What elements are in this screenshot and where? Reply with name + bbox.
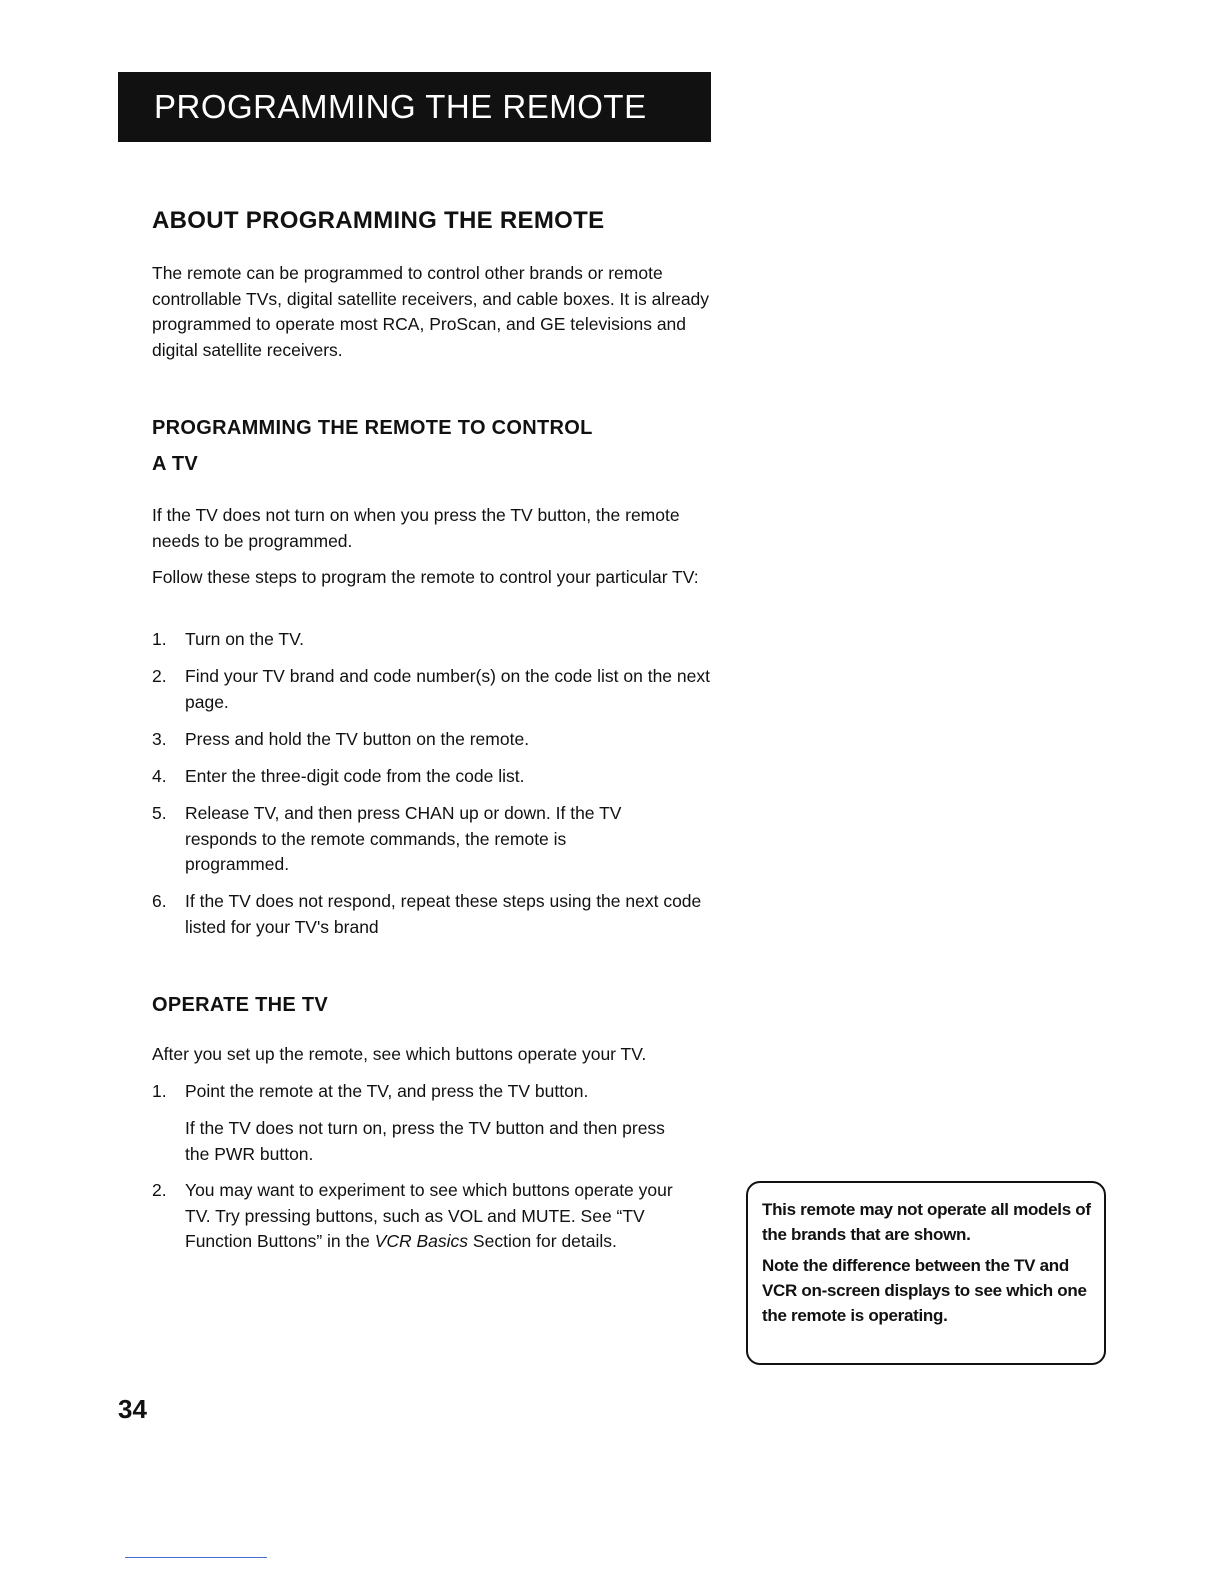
program-tv-intro1: If the TV does not turn on when you press the TV button, the remote needs to be programmed. — [152, 505, 680, 551]
step-number: 4. — [152, 766, 167, 786]
program-tv-intro2: Follow these steps to program the remote to control your particular TV: — [152, 567, 699, 587]
vcr-basics-italic: VCR Basics — [374, 1231, 469, 1252]
program-tv-heading — [152, 410, 712, 482]
about-heading: ABOUT PROGRAMMING THE REMOTE — [152, 207, 605, 234]
page-number: 34 — [118, 1394, 147, 1424]
step-text: Find your TV brand and code number(s) on the code list on the next page. — [185, 666, 710, 712]
bottom-rule — [125, 1557, 267, 1558]
step-number: 2. — [152, 666, 167, 686]
step-number: 1. — [152, 629, 167, 649]
step-number: 6. — [152, 891, 167, 911]
step-text: If the TV does not respond, repeat these steps using the next code listed for your TV's brand — [185, 891, 702, 937]
about-body: The remote can be programmed to control other brands or remote controllable TVs, digital satellite receivers, and cable boxes. It is already programmed to operate most RCA, ProScan, and GE televisions and digital satellite receivers. — [152, 263, 710, 360]
note-box — [746, 1181, 1106, 1365]
step-subtext: If the TV does not turn on, press the TV button and then press the PWR button. — [185, 1118, 665, 1164]
operate-tv-intro: After you set up the remote, see which buttons operate your TV. — [152, 1044, 647, 1064]
program-tv-heading-line1: PROGRAMMING THE REMOTE TO CONTROL — [152, 417, 593, 439]
step-text: Enter the three-digit code from the code list. — [185, 766, 525, 786]
step-text: Turn on the TV. — [185, 629, 305, 649]
step-text: Press and hold the TV button on the remote. — [185, 729, 530, 749]
note-para-1: This remote may not operate all models of the brands that are shown. — [762, 1200, 1091, 1244]
operate-tv-heading: OPERATE THE TV — [152, 994, 329, 1016]
program-tv-heading-line2: A TV — [152, 453, 199, 475]
step-text-after: Section for details. — [468, 1231, 617, 1252]
step-text-before: You may want to experiment to see which buttons operate your TV. Try pressing buttons, such as VOL and MUTE. See “TV Function Buttons” in the — [185, 1180, 673, 1252]
step-number: 2. — [152, 1180, 167, 1200]
banner-title: PROGRAMMING THE REMOTE — [154, 88, 647, 125]
step-text: Release TV, and then press CHAN up or down. If the TV responds to the remote commands, the remote is programmed. — [185, 803, 622, 875]
note-para-2: Note the difference between the TV and VCR on-screen displays to see which one the remote is operating. — [762, 1256, 1087, 1325]
step-number: 5. — [152, 803, 167, 823]
step-number: 1. — [152, 1081, 167, 1101]
step-text: Point the remote at the TV, and press the TV button. — [185, 1081, 589, 1101]
step-number: 3. — [152, 729, 167, 749]
step-text — [185, 1178, 700, 1255]
page-banner — [118, 72, 711, 142]
